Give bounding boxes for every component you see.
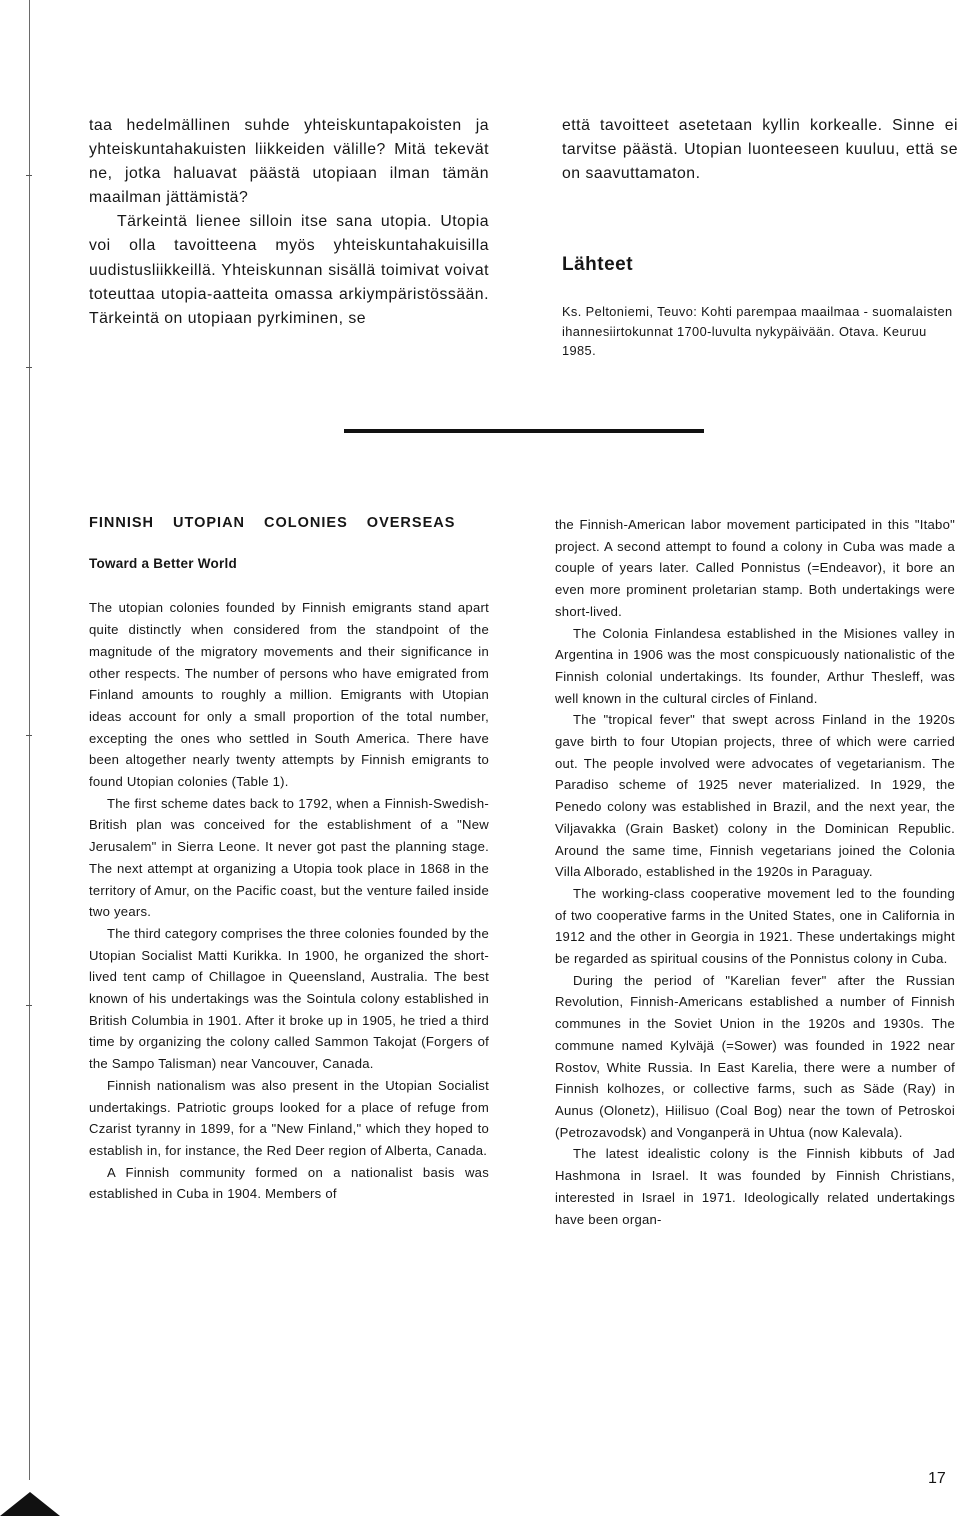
article-paragraph: A Finnish community formed on a nationalist basis was established in Cuba in 1904. Members of — [89, 1164, 489, 1202]
article-paragraph: Finnish nationalism was also present in the Utopian Socialist undertakings. Patriotic groups looked for a place of refuge from Czarist tyranny in 1899, for a "New Finland," which they hoped to establish in, for instance, the Red Deer region of Alberta, Canada. — [89, 1077, 489, 1158]
article-subtitle: Toward a Better World — [89, 555, 238, 571]
margin-rule — [29, 0, 30, 1480]
finnish-column-left — [89, 114, 489, 331]
margin-tick — [26, 175, 32, 176]
finnish-paragraph: Tärkeintä lienee silloin itse sana utopia. Utopia voi olla tavoitteena myös yhteiskuntahakuisilla uudistusliikkeillä. Yhteiskunnan sisällä toimivat voivat toteuttaa utopia-aatteita omassa arkiympäristössään. Tärkeintä on utopiaan pyrkiminen, se — [89, 213, 489, 327]
article-column-1 — [89, 513, 489, 1205]
margin-corner-mark — [0, 1492, 60, 1516]
article-paragraph: The first scheme dates back to 1792, when a Finnish-Swedish-British plan was conceived for the establishment of a "New Jerusalem" in Sierra Leone. It never got past the planning stage. The next attempt at organizing a Utopia took place in 1868 in the territory of Amur, on the Pacific coast, but the venture failed inside two years. — [89, 795, 489, 920]
article-paragraph: The latest idealistic colony is the Finnish kibbuts of Jad Hashmona in Israel. It was founded by Finnish Christians, interested in Israel in 1971. Ideologically related undertakings have been organ- — [555, 1146, 955, 1227]
section-divider — [344, 429, 704, 433]
article-title: FINNISH UTOPIAN COLONIES OVERSEAS — [89, 515, 456, 531]
margin-tick — [26, 1005, 32, 1006]
page-number: 17 — [928, 1470, 946, 1487]
margin-tick — [26, 367, 32, 368]
article-paragraph: The "tropical fever" that swept across Finland in the 1920s gave birth to four Utopian projects, three of which were carried out. The people involved were advocates of vegetarianism. The Paradiso scheme of 1925 never materialized. In 1929, the Penedo colony was established in Brazil, and the next year, the Viljavakka (Grain Basket) colony in the Dominican Republic. Around the same time, Finnish vegetarians joined the Colonia Villa Alborado, established in the 1920s in Paraguay. — [555, 712, 955, 880]
finnish-column-right — [562, 114, 958, 361]
article-paragraph: The utopian colonies founded by Finnish emigrants stand apart quite distinctly when considered from the standpoint of the magnitude of the migratory movements and their significance in other respects. The number of persons who have emigrated from Finland amounts to roughly a million. Emigrants with Utopian ideas account for only a small proportion of the total number, excepting the ones who settled in South America. There have been altogether nearly twenty attempts by Finnish emigrants to found Utopian colonies (Table 1). — [89, 600, 489, 790]
article-paragraph: During the period of "Karelian fever" after the Russian Revolution, Finnish-Americans established a number of Finnish communes in the Soviet Union in the 1920s and 1930s. The commune named Kylväjä (=Sower) was founded in 1922 near Rostov, White Russia. In East Karelia, there were a number of Finnish kolhozes, or collective farms, such as Säde (Ray) in Aunus (Olonetz), Hiilisuo (Coal Bog) near the town of Petroskoi (Petrozavodsk) and Vonganperä in Uhtua (now Kalevala). — [555, 972, 955, 1140]
article-paragraph: the Finnish-American labor movement participated in this "Itabo" project. A second attempt to found a colony in Cuba was made a couple of years later. Called Ponnistus (=Endeavor), it bore an even more prominent proletarian stamp. Both undertakings were short-lived. — [555, 517, 955, 619]
article-paragraph: The working-class cooperative movement led to the founding of two cooperative farms in the United States, one in California in 1912 and the other in Georgia in 1921. These undertakings might be regarded as spiritual cousins of the Ponnistus colony in Cuba. — [555, 885, 955, 967]
article-column-2 — [555, 514, 955, 1230]
margin-tick — [26, 735, 32, 736]
article-paragraph: The third category comprises the three colonies founded by the Utopian Socialist Matti Kurikka. In 1900, he organized the short-lived tent camp of Chillagoe in Queensland, Australia. The best known of his undertakings was the Sointula colony established in British Columbia in 1901. After it broke up in 1905, he tried a third time by organizing the colony called Sammon Takojat (Forgers of the Sampo Talisman) near Vancouver, Canada. — [89, 925, 489, 1072]
references-entry: Ks. Peltoniemi, Teuvo: Kohti parempaa maailmaa - suomalaisten ihannesiirtokunnat 1700-luvulta nykypäivään. Otava. Keuruu 1985. — [562, 304, 953, 359]
article-paragraph: The Colonia Finlandesa established in the Misiones valley in Argentina in 1906 was the most conspicuously nationalistic of the Finnish colonial undertakings. Its founder, Arthur Thesleff, was well known in the cultural circles of Finland. — [555, 625, 955, 706]
finnish-paragraph: taa hedelmällinen suhde yhteiskuntapakoisten ja yhteiskuntahakuisten liikkeiden välille? Mitä tekevät ne, jotka haluavat päästä utopiaan ilman tämän maailman jättämistä? — [89, 117, 489, 207]
references-heading: Lähteet — [562, 254, 634, 276]
finnish-paragraph: että tavoitteet asetetaan kyllin korkealle. Sinne ei tarvitse päästä. Utopian luonteeseen kuuluu, että se on saavuttamaton. — [562, 117, 958, 183]
